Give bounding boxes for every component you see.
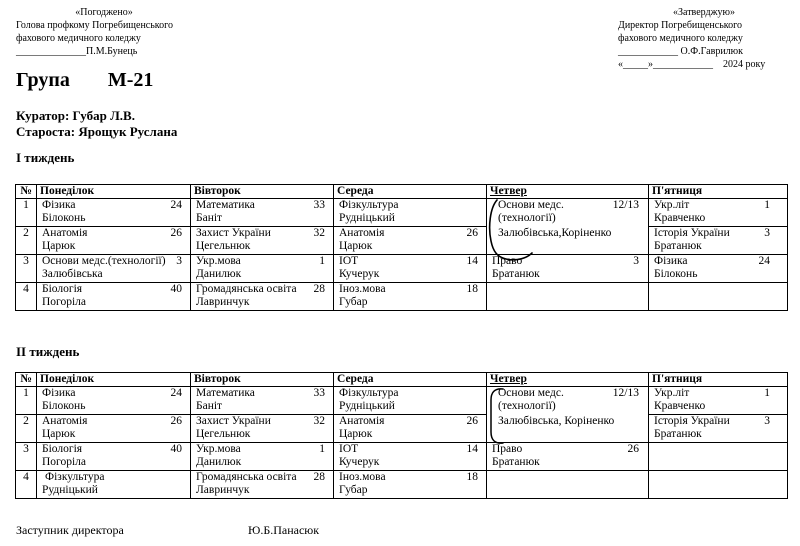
teacher-name: Залюбівська,Коріненко bbox=[498, 227, 612, 239]
subject-label: Анатомія bbox=[42, 227, 88, 239]
lesson-cell bbox=[334, 199, 487, 227]
lesson-cell bbox=[191, 387, 334, 415]
table-row bbox=[16, 283, 788, 311]
curator-line: Куратор: Губар Л.В. bbox=[16, 108, 135, 123]
col-header-monday: Понеділок bbox=[37, 373, 191, 387]
lesson-cell bbox=[649, 387, 788, 415]
room-number: 26 bbox=[627, 443, 639, 455]
teacher-name: Рудніцький bbox=[339, 212, 395, 224]
col-header-num: № bbox=[16, 185, 37, 199]
lesson-cell bbox=[649, 199, 788, 227]
subject-label: Основи медс. bbox=[498, 387, 564, 399]
approval-right-block bbox=[618, 6, 790, 71]
teacher-name: Білоконь bbox=[42, 400, 86, 412]
approval-right-title: «Затверджую» bbox=[673, 7, 735, 18]
lesson-cell bbox=[37, 227, 191, 255]
group-label: Група bbox=[16, 69, 70, 91]
row-number: 3 bbox=[16, 255, 37, 283]
table-row bbox=[16, 255, 788, 283]
table-row bbox=[16, 387, 788, 415]
lesson-cell bbox=[37, 199, 191, 227]
lesson-cell bbox=[334, 227, 487, 255]
row-number: 4 bbox=[16, 283, 37, 311]
subject-label: Анатомія bbox=[42, 415, 88, 427]
row-number: 2 bbox=[16, 415, 37, 443]
teacher-name: Білоконь bbox=[42, 212, 86, 224]
row-number: 4 bbox=[16, 471, 37, 499]
subject-label: ІОТ bbox=[339, 443, 359, 455]
empty-cell bbox=[487, 471, 649, 499]
approval-right-line: фахового медичного коледжу bbox=[618, 33, 743, 44]
lesson-cell bbox=[191, 199, 334, 227]
teacher-name: Царюк bbox=[42, 240, 76, 252]
page-title bbox=[16, 69, 153, 91]
room-number: 18 bbox=[466, 283, 478, 295]
table-row bbox=[16, 199, 788, 227]
subject-label: Анатомія bbox=[339, 227, 385, 239]
starosta-line: Староста: Ярощук Руслана bbox=[16, 124, 178, 139]
room-number: 26 bbox=[170, 415, 182, 427]
room-number: 14 bbox=[466, 443, 478, 455]
approvals-header bbox=[16, 6, 790, 71]
teacher-name: Царюк bbox=[339, 240, 373, 252]
lesson-cell bbox=[334, 471, 487, 499]
room-number: 24 bbox=[170, 387, 182, 399]
subject-label: Громадянська освіта bbox=[196, 471, 297, 483]
table-header-row bbox=[16, 185, 788, 199]
lesson-cell bbox=[487, 255, 649, 283]
room-number: 24 bbox=[758, 255, 770, 267]
empty-cell bbox=[649, 283, 788, 311]
approval-right-date: «_____»____________ 2024 року bbox=[618, 59, 766, 70]
approval-right-signature: ____________ О.Ф.Гаврилюк bbox=[618, 46, 743, 57]
room-number: 40 bbox=[170, 283, 182, 295]
room-number: 24 bbox=[170, 199, 182, 211]
lesson-cell bbox=[334, 283, 487, 311]
room-number: 32 bbox=[313, 227, 325, 239]
subject-label: Біологія bbox=[42, 443, 83, 455]
room-number: 18 bbox=[466, 471, 478, 483]
subject-label: Укр.мова bbox=[196, 443, 241, 455]
empty-cell bbox=[649, 471, 788, 499]
col-header-wednesday: Середа bbox=[334, 185, 487, 199]
col-header-friday: П'ятниця bbox=[649, 185, 788, 199]
subject-label: Фізика bbox=[42, 199, 76, 211]
subject-label: Біологія bbox=[42, 283, 83, 295]
teacher-name: Цегельнюк bbox=[196, 240, 251, 252]
approval-left-title: «Погоджено» bbox=[75, 7, 133, 18]
teacher-name: Кучерук bbox=[339, 268, 380, 280]
room-number: 3 bbox=[176, 255, 182, 267]
table-row bbox=[16, 227, 788, 255]
footer-name: Ю.Б.Панасюк bbox=[248, 523, 320, 537]
lesson-cell bbox=[191, 283, 334, 311]
row-number: 3 bbox=[16, 443, 37, 471]
teacher-name: Губар bbox=[339, 484, 368, 496]
subject-label: Фізкультура bbox=[339, 387, 399, 399]
teacher-name: Данилюк bbox=[196, 268, 242, 280]
subject-label: Іноз.мова bbox=[339, 471, 386, 483]
teacher-name: Братанюк bbox=[654, 428, 702, 440]
teacher-name: Кучерук bbox=[339, 456, 380, 468]
subject-label: Громадянська освіта bbox=[196, 283, 297, 295]
approval-left-line: фахового медичного коледжу bbox=[16, 33, 141, 44]
subject-label: Іноз.мова bbox=[339, 283, 386, 295]
subject-label: Укр.літ bbox=[654, 199, 690, 211]
teacher-name: Рудніцький bbox=[42, 484, 98, 496]
room-number: 26 bbox=[170, 227, 182, 239]
teacher-name: Залюбівська, Коріненко bbox=[498, 415, 615, 427]
group-name: М-21 bbox=[107, 69, 154, 91]
teacher-name: Братанюк bbox=[492, 456, 540, 468]
subject-label: Захист України bbox=[196, 227, 271, 239]
teacher-name: Залюбівська bbox=[42, 268, 103, 280]
lesson-cell bbox=[649, 255, 788, 283]
lesson-cell bbox=[649, 415, 788, 443]
room-number: 14 bbox=[466, 255, 478, 267]
empty-cell bbox=[487, 283, 649, 311]
week1-schedule-table bbox=[15, 184, 788, 311]
teacher-name: Цегельнюк bbox=[196, 428, 251, 440]
teacher-name: Баніт bbox=[196, 212, 223, 224]
approval-left-line: Голова профкому Погребищенського bbox=[16, 20, 174, 31]
subject-label: Математика bbox=[196, 199, 255, 211]
teacher-name: Білоконь bbox=[654, 268, 698, 280]
room-number: 1 bbox=[764, 387, 770, 399]
subject-label: Укр.мова bbox=[196, 255, 241, 267]
subject-label: Фізика bbox=[654, 255, 688, 267]
room-number: 3 bbox=[764, 415, 770, 427]
lesson-cell bbox=[334, 443, 487, 471]
week2-schedule-table bbox=[15, 372, 788, 499]
thursday-merged-cell bbox=[487, 199, 649, 255]
lesson-cell bbox=[191, 255, 334, 283]
week1-heading: І тиждень bbox=[16, 150, 75, 165]
lesson-cell bbox=[191, 471, 334, 499]
teacher-name: Погоріла bbox=[42, 456, 87, 468]
room-number: 33 bbox=[313, 387, 325, 399]
lesson-cell bbox=[334, 255, 487, 283]
col-header-wednesday: Середа bbox=[334, 373, 487, 387]
table-row bbox=[16, 471, 788, 499]
room-number: 26 bbox=[466, 415, 478, 427]
room-number: 1 bbox=[764, 199, 770, 211]
lesson-cell bbox=[37, 471, 191, 499]
subject-label: Право bbox=[492, 255, 523, 267]
subject-label: Основи медс.(технології) bbox=[42, 255, 166, 267]
teacher-name: Братанюк bbox=[654, 240, 702, 252]
row-number: 1 bbox=[16, 387, 37, 415]
room-number: 3 bbox=[633, 255, 639, 267]
room-number: 32 bbox=[313, 415, 325, 427]
subject-label: Історія України bbox=[654, 227, 730, 239]
lesson-cell bbox=[487, 443, 649, 471]
room-number: 1 bbox=[319, 255, 325, 267]
subject-label: Анатомія bbox=[339, 415, 385, 427]
subject-label-2: (технології) bbox=[498, 212, 556, 224]
row-number: 1 bbox=[16, 199, 37, 227]
table-header-row bbox=[16, 373, 788, 387]
room-number: 40 bbox=[170, 443, 182, 455]
teacher-name: Кравченко bbox=[654, 212, 706, 224]
lesson-cell bbox=[191, 443, 334, 471]
subject-label-2: (технології) bbox=[498, 400, 556, 412]
teacher-name: Баніт bbox=[196, 400, 223, 412]
teacher-name: Братанюк bbox=[492, 268, 540, 280]
teacher-name: Кравченко bbox=[654, 400, 706, 412]
lesson-cell bbox=[334, 387, 487, 415]
subject-label: ІОТ bbox=[339, 255, 359, 267]
row-number: 2 bbox=[16, 227, 37, 255]
table-row bbox=[16, 415, 788, 443]
teacher-name: Царюк bbox=[339, 428, 373, 440]
room-number: 28 bbox=[313, 283, 325, 295]
lesson-cell bbox=[191, 415, 334, 443]
lesson-cell bbox=[334, 415, 487, 443]
teacher-name: Царюк bbox=[42, 428, 76, 440]
week2-heading: ІІ тиждень bbox=[16, 344, 80, 359]
footer-signature-line bbox=[16, 523, 516, 538]
subject-label: Укр.літ bbox=[654, 387, 690, 399]
empty-cell bbox=[649, 443, 788, 471]
approval-left-signature: ______________П.М.Бунець bbox=[16, 46, 138, 57]
thursday-merged-cell bbox=[487, 387, 649, 443]
people-block bbox=[16, 108, 177, 140]
subject-label: Фізкультура bbox=[45, 471, 105, 483]
room-number: 12/13 bbox=[612, 387, 639, 399]
room-number: 3 bbox=[764, 227, 770, 239]
lesson-cell bbox=[649, 227, 788, 255]
col-header-friday: П'ятниця bbox=[649, 373, 788, 387]
lesson-cell bbox=[37, 283, 191, 311]
teacher-name: Губар bbox=[339, 296, 368, 308]
subject-label: Фізкультура bbox=[339, 199, 399, 211]
col-header-thursday: Четвер bbox=[487, 185, 649, 199]
lesson-cell bbox=[37, 415, 191, 443]
room-number: 12/13 bbox=[612, 199, 639, 211]
teacher-name: Погоріла bbox=[42, 296, 87, 308]
col-header-tuesday: Вівторок bbox=[191, 373, 334, 387]
lesson-cell bbox=[37, 255, 191, 283]
subject-label: Математика bbox=[196, 387, 255, 399]
room-number: 26 bbox=[466, 227, 478, 239]
subject-label: Історія України bbox=[654, 415, 730, 427]
lesson-cell bbox=[37, 443, 191, 471]
teacher-name: Рудніцький bbox=[339, 400, 395, 412]
room-number: 1 bbox=[319, 443, 325, 455]
lesson-cell bbox=[37, 387, 191, 415]
subject-label: Право bbox=[492, 443, 523, 455]
col-header-monday: Понеділок bbox=[37, 185, 191, 199]
room-number: 28 bbox=[313, 471, 325, 483]
approval-right-line: Директор Погребищенського bbox=[618, 20, 742, 31]
teacher-name: Данилюк bbox=[196, 456, 242, 468]
subject-label: Захист України bbox=[196, 415, 271, 427]
table-row bbox=[16, 443, 788, 471]
footer-role: Заступник директора bbox=[16, 523, 124, 537]
teacher-name: Лавринчук bbox=[196, 296, 250, 308]
teacher-name: Лавринчук bbox=[196, 484, 250, 496]
subject-label: Основи медс. bbox=[498, 199, 564, 211]
col-header-tuesday: Вівторок bbox=[191, 185, 334, 199]
approval-left-block bbox=[16, 6, 192, 71]
col-header-num: № bbox=[16, 373, 37, 387]
subject-label: Фізика bbox=[42, 387, 76, 399]
room-number: 33 bbox=[313, 199, 325, 211]
lesson-cell bbox=[191, 227, 334, 255]
col-header-thursday: Четвер bbox=[487, 373, 649, 387]
